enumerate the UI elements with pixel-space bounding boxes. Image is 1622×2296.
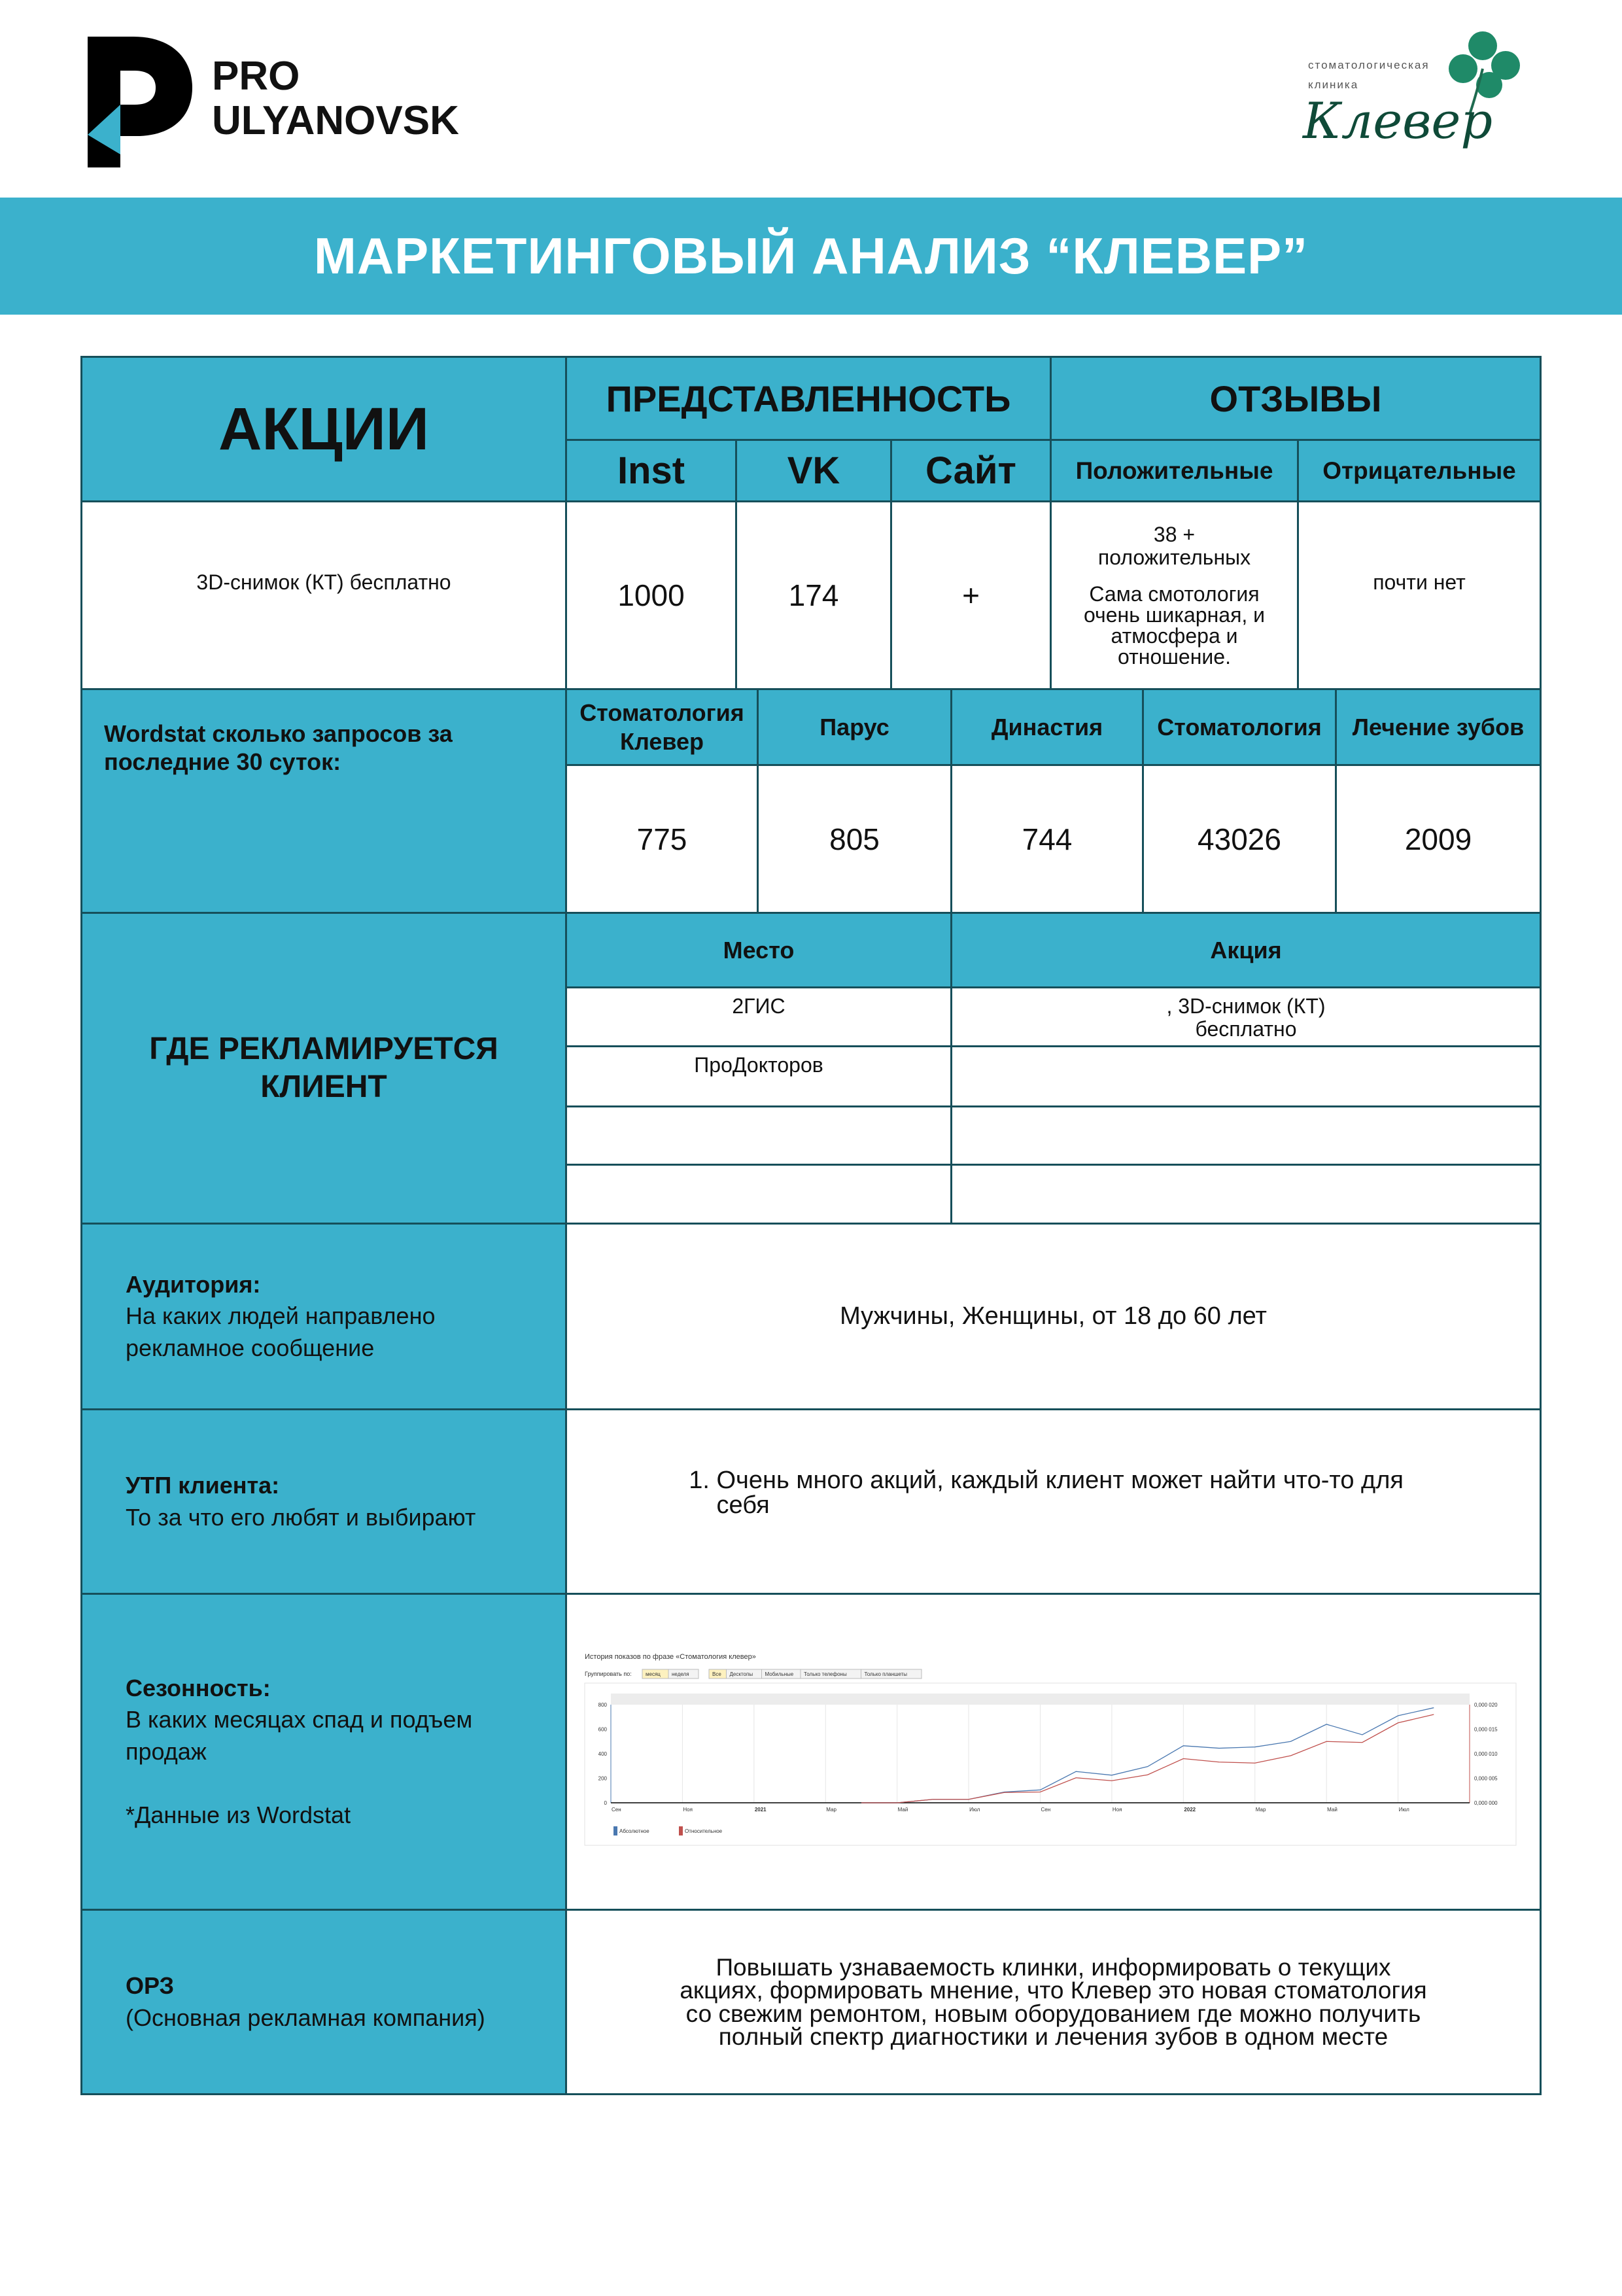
y-right-tick-label: 0,000 000: [1474, 1800, 1498, 1806]
device-button-label: Только телефоны: [804, 1671, 847, 1677]
ads-promo: , 3D-снимок (КТ) бесплатно: [950, 986, 1542, 1047]
presence-col-inst: Inst: [565, 439, 737, 502]
audience-desc: На каких людей направлено рекламное сообщение: [126, 1302, 436, 1361]
x-tick-label: Сен: [612, 1807, 621, 1813]
usp-label: [80, 1408, 567, 1595]
wordstat-col-parus: Парус: [757, 688, 952, 766]
usp-title: УТП клиента:: [126, 1471, 280, 1499]
x-tick-label: Ноя: [683, 1807, 693, 1813]
legend-swatch: [679, 1826, 683, 1835]
range-selector: [611, 1694, 1470, 1705]
logo-text-ulyanovsk: ULYANOVSK: [212, 98, 459, 143]
x-tick-label: Мар: [826, 1807, 837, 1813]
presence-header: ПРЕДСТАВЛЕННОСТЬ: [565, 356, 1052, 441]
wordstat-label: [80, 688, 567, 914]
positive-count: 38 + положительных: [1097, 522, 1251, 569]
inst-value: 1000: [565, 500, 737, 690]
usp-list: [678, 1468, 1410, 1518]
y-right-tick-label: 0,000 010: [1474, 1751, 1498, 1757]
ads-col-place: Место: [565, 912, 952, 988]
wordstat-col-dinastia: Династия: [950, 688, 1144, 766]
reviews-header: ОТЗЫВЫ: [1050, 356, 1542, 441]
y-left-tick-label: 200: [598, 1775, 607, 1782]
y-left-tick-label: 0: [604, 1800, 607, 1806]
season-label: [80, 1593, 567, 1911]
klever-subtitle-1: стоматологическая: [1308, 59, 1430, 71]
presence-col-site: Сайт: [890, 439, 1052, 502]
usp-desc: То за что его любят и выбирают: [126, 1503, 476, 1531]
site-value: +: [890, 500, 1052, 690]
x-tick-label: Июл: [969, 1807, 980, 1813]
group-button-label: месяц: [646, 1671, 661, 1677]
klever-subtitle-2: клиника: [1308, 78, 1359, 91]
x-tick-label: 2022: [1184, 1807, 1196, 1813]
device-button-label: Все: [712, 1671, 721, 1677]
season-desc: В каких месяцах спад и подъем продаж: [126, 1706, 473, 1765]
x-tick-label: Май: [1327, 1807, 1337, 1813]
wordstat-label-text: Wordstat сколько запросов за последние 30 суток:: [104, 720, 453, 776]
vk-value: 174: [735, 500, 892, 690]
season-note: *Данные из Wordstat: [126, 1801, 351, 1828]
x-tick-label: Май: [897, 1807, 908, 1813]
orz-title: ОРЗ: [126, 1972, 175, 1999]
wordstat-value-parus: 805: [757, 764, 952, 914]
presence-col-vk: VK: [735, 439, 892, 502]
pro-ulyanovsk-logo: [88, 37, 480, 167]
wordstat-value-dinastia: 744: [950, 764, 1144, 914]
ads-promo: [950, 1045, 1542, 1107]
orz-desc: (Основная рекламная компания): [126, 2004, 485, 2031]
wordstat-value-lechenie: 2009: [1335, 764, 1542, 914]
x-tick-label: Ноя: [1112, 1807, 1122, 1813]
season-title: Сезонность:: [126, 1674, 271, 1701]
logo-text-pro: PRO: [212, 54, 300, 99]
y-right-tick-label: 0,000 015: [1474, 1726, 1498, 1733]
group-button-label: неделя: [672, 1671, 689, 1677]
wordstat-chart: [578, 1629, 1527, 1851]
klever-name: Клевер: [1303, 92, 1493, 150]
ads-place: ПроДокторов: [565, 1045, 952, 1107]
negative-reviews: [1297, 500, 1542, 690]
wordstat-col-klever: Стоматология Клевер: [565, 688, 759, 766]
wordstat-col-stomatologia: Стоматология: [1142, 688, 1337, 766]
group-label: Группировать по:: [585, 1671, 632, 1677]
wordstat-value-klever: 775: [565, 764, 759, 914]
chart-panel: [585, 1683, 1516, 1845]
promo-value: [80, 500, 567, 690]
y-left-tick-label: 600: [598, 1726, 607, 1733]
legend-label: Абсолютное: [619, 1828, 649, 1834]
positive-text: Сама смотология очень шикарная, и атмосфера и отношение.: [1083, 582, 1266, 669]
device-button-label: Только планшеты: [864, 1671, 908, 1677]
y-left-tick-label: 800: [598, 1702, 607, 1708]
p-logo-icon: [88, 37, 199, 167]
x-tick-label: Сен: [1041, 1807, 1051, 1813]
page-title: МАРКЕТИНГОВЫЙ АНАЛИЗ “КЛЕВЕР”: [0, 198, 1622, 315]
ads-col-promo: Акция: [950, 912, 1542, 988]
x-tick-label: Июл: [1398, 1807, 1409, 1813]
promo-text: 3D-снимок (КТ) бесплатно: [196, 570, 451, 594]
ads-place: 2ГИС: [565, 986, 952, 1047]
orz-text: Повышать узнаваемость клинки, информировать о текущих акциях, формировать мнение, что Клевер это новая стоматология со свежим ремонтом, новым оборудованием где можно получить полный спектр диагностики и лечения зубов в одном месте: [680, 1954, 1427, 2050]
orz-label: [80, 1909, 567, 2095]
audience-title: Аудитория:: [126, 1270, 261, 1298]
y-left-tick-label: 400: [598, 1751, 607, 1757]
klever-logo: [1303, 29, 1525, 170]
ads-promo: [950, 1164, 1542, 1225]
wordstat-col-lechenie: Лечение зубов: [1335, 688, 1542, 766]
y-right-tick-label: 0,000 020: [1474, 1702, 1498, 1708]
reviews-col-positive: Положительные: [1050, 439, 1299, 502]
x-tick-label: Мар: [1255, 1807, 1266, 1813]
negative-text: почти нет: [1373, 570, 1466, 594]
x-tick-label: 2021: [754, 1807, 767, 1813]
positive-reviews: [1050, 500, 1299, 690]
reviews-col-negative: Отрицательные: [1297, 439, 1542, 502]
usp-value: [565, 1408, 1542, 1595]
usp-item: 1. Очень много акций, каждый клиент может найти что-то для себя: [717, 1468, 1410, 1518]
wordstat-value-stomatologia: 43026: [1142, 764, 1337, 914]
ads-promo: [950, 1105, 1542, 1166]
y-right-tick-label: 0,000 005: [1474, 1775, 1498, 1782]
ads-place: [565, 1164, 952, 1225]
device-button-label: Мобильные: [765, 1671, 794, 1677]
legend-label: Относительное: [685, 1828, 723, 1834]
ads-label: ГДЕ РЕКЛАМИРУЕТСЯ КЛИЕНТ: [80, 912, 567, 1225]
promo-header: АКЦИИ: [80, 356, 567, 502]
ads-place: [565, 1105, 952, 1166]
device-button-label: Десктопы: [729, 1671, 753, 1677]
orz-value: [565, 1909, 1542, 2095]
legend-swatch: [613, 1826, 617, 1835]
audience-value: Мужчины, Женщины, от 18 до 60 лет: [565, 1223, 1542, 1410]
chart-title: История показов по фразе «Стоматология клевер»: [585, 1653, 756, 1661]
audience-label: [80, 1223, 567, 1410]
